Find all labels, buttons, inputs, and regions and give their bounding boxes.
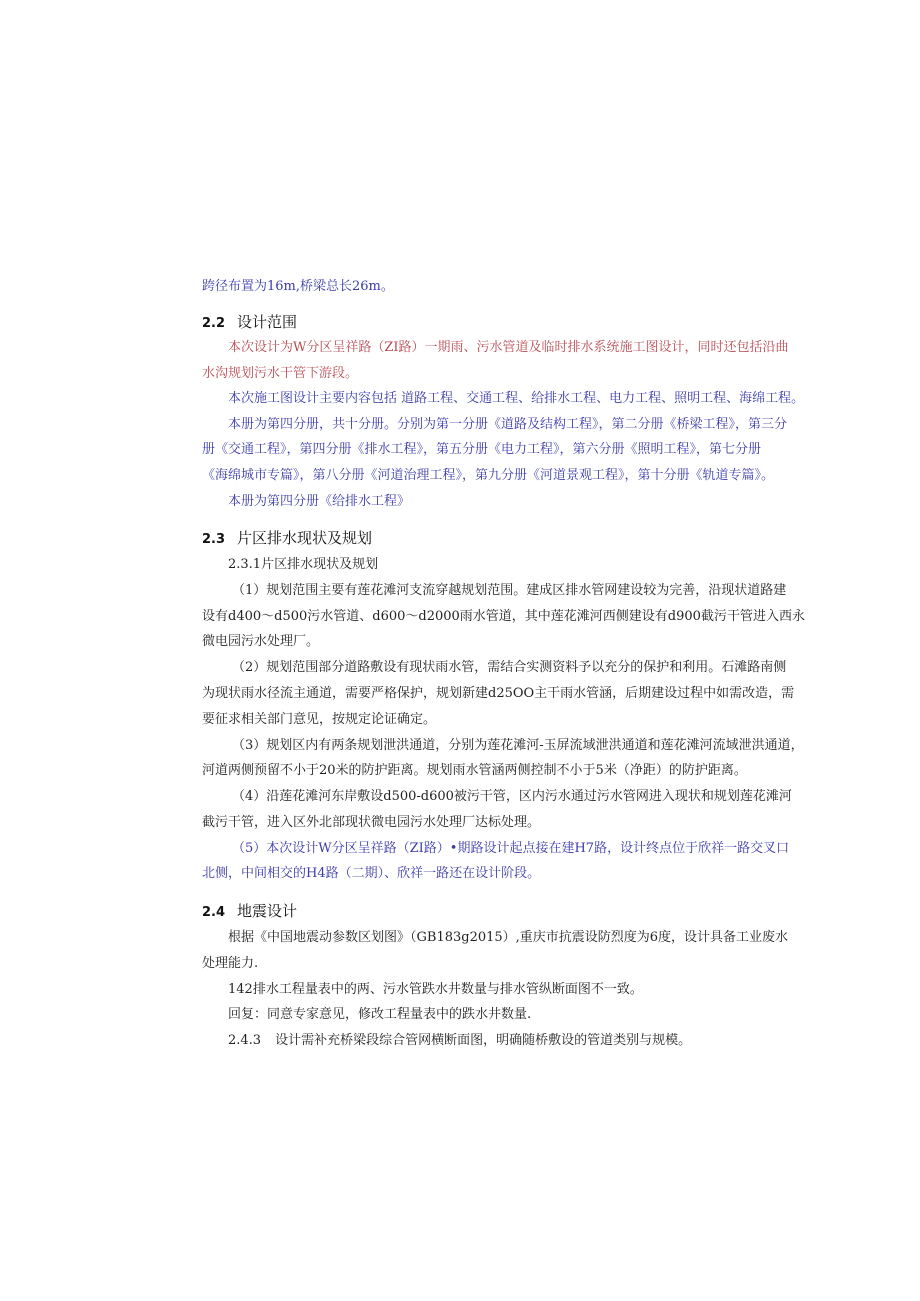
review-reply: 回复：同意专家意见，修改工程量表中的跌水井数量. [228,1007,532,1022]
volumes-paragraph-line: 《海绵城市专篇》，第八分册《河道治理工程》，第九分册《河道景观工程》，第十分册《轨道专篇》。 [202,468,775,483]
item-2-line: （2）规划范围部分道路敷设有现状雨水管，需结合实测资料予以充分的保护和利用。石滩路南侧 [232,660,787,675]
item-4-line: （4）沿莲花滩河东岸敷设d500-d600被污干管，区内污水通过污水管网进入现状和规划莲花滩河 [232,789,792,804]
item-4-line: 截污干管，进入区外北部现状微电园污水处理厂达标处理。 [202,815,541,830]
volume-note: 本册为第四分册《给排水工程》 [228,494,411,509]
section-2-4-heading [202,900,297,921]
review-item-2-4-3 [228,1032,691,1050]
section-2-3-heading [202,527,372,548]
item-1-line: 设有d400～d500污水管道、d600～d2000雨水管道，其中莲花滩河西侧建设有d900截污干管进入西永 [202,609,805,624]
item-5-line: 北侧，中间相交的H4路（二期）、欣祥一路还在设计阶段。 [202,866,541,881]
seismic-paragraph-line: 根据《中国地震动参数区划图》（GB183g2015）,重庆市抗震设防烈度为6度，设计具备工业废水 [228,930,789,945]
subsection-2-3-1: 2.3.1片区排水现状及规划 [228,557,379,572]
item-2-line: 为现状雨水径流主通道，需要严格保护，规划新建d25OO主干雨水管涵，后期建设过程中如需改造，需 [202,686,795,701]
item-3-line: （3）规划区内有两条规划泄洪通道，分别为莲花滩河-玉屏流域泄洪通道和莲花滩河流域泄洪通道， [232,738,804,753]
item-1-line: （1）规划范围主要有莲花滩河支流穿越规划范围。建成区排水管网建设较为完善，沿现状道路建 [232,583,787,598]
section-title: 片区排水现状及规划 [237,529,373,547]
section-number: 2.4 [202,905,226,920]
item-1-line: 微电园污水处理厂。 [202,634,320,649]
volumes-paragraph-line: 本册为第四分册，共十分册。分别为第一分册《道路及结构工程》，第二分册《桥梁工程》，第三分 [228,417,788,432]
scope-paragraph-line: 本次设计为W分区呈祥路（ZI路）一期雨、污水管道及临时排水系统施工图设计，同时还包括沿曲 [228,340,789,355]
section-number: 2.2 [202,316,226,331]
item-text: 设计需补充桥梁段综合管网横断面图，明确随桥敷设的管道类别与规模。 [275,1033,692,1048]
section-title: 设计范围 [237,313,298,331]
section-2-2-heading [202,311,297,332]
review-comment: 142排水工程量表中的两、污水管跌水井数量与排水管纵断面图不一致。 [228,982,643,997]
seismic-paragraph-line: 处理能力. [202,956,259,971]
contents-paragraph: 本次施工图设计主要内容包括 道路工程、交通工程、给排水工程、电力工程、照明工程、海绵工程。 [228,391,805,406]
item-number: 2.4.3 [228,1033,262,1048]
volumes-paragraph-line: 册《交通工程》，第四分册《排水工程》，第五分册《电力工程》，第六分册《照明工程》，第七分册 [202,442,762,457]
section-number: 2.3 [202,532,226,547]
item-3-line: 河道两侧预留不小于20米的防护距离。规划雨水管涵两侧控制不小于5米（净距）的防护距离。 [202,763,747,778]
scope-paragraph-line: 水沟规划污水干管下游段。 [202,366,359,381]
section-title: 地震设计 [237,902,298,920]
item-2-line: 要征求相关部门意见，按规定论证确定。 [202,712,437,727]
span-text: 跨径布置为16m,桥梁总长26m。 [202,279,394,294]
item-5-line: （5）本次设计W分区呈祥路（ZI路）•期路设计起点接在建H7路，设计终点位于欣祥一路交叉口 [232,841,790,856]
